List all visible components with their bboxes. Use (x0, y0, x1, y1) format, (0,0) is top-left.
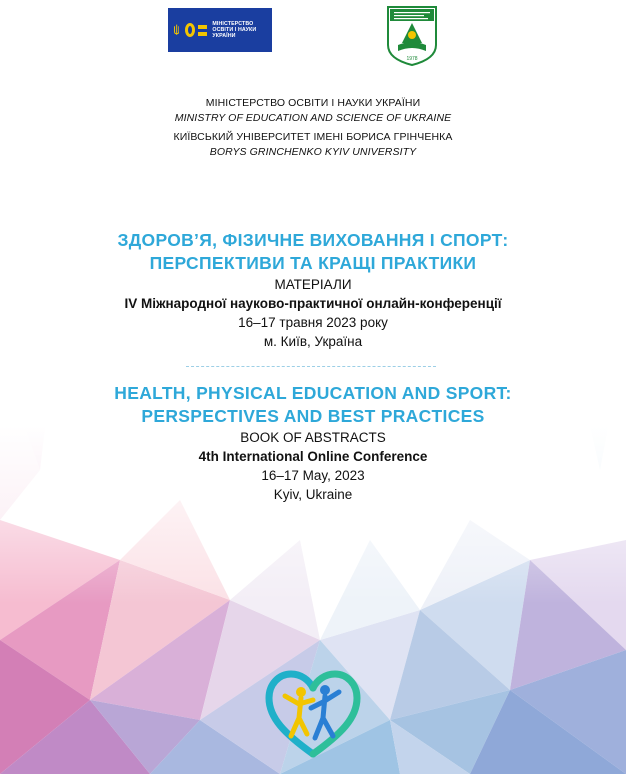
emblem-year: 1978 (406, 56, 418, 62)
ministry-name-en: MINISTRY OF EDUCATION AND SCIENCE OF UKRAINE (174, 112, 452, 124)
section-divider (186, 366, 436, 367)
university-name-ua: КИЇВСЬКИЙ УНІВЕРСИТЕТ ІМЕНІ БОРИСА ГРІНЧЕНКА (173, 131, 453, 143)
university-name-en: BORYS GRINCHENKO KYIV UNIVERSITY (209, 146, 417, 158)
ukrainian-title-block (0, 229, 626, 351)
heart-figures-logo-icon (263, 662, 363, 762)
title-en-line1: HEALTH, PHYSICAL EDUCATION AND SPORT: (114, 383, 512, 403)
conference-ua: IV Міжнародної науково-практичної онлайн-конференції (124, 296, 502, 311)
mon-glyph-icon (185, 23, 207, 37)
book-label: BOOK OF ABSTRACTS (240, 430, 386, 445)
materials-label: МАТЕРІАЛИ (274, 277, 352, 292)
ministry-logo-text: МІНІСТЕРСТВО ОСВІТИ І НАУКИ УКРАЇНИ (212, 20, 257, 40)
conference-en: 4th International Online Conference (198, 449, 428, 464)
title-en-line2: PERSPECTIVES AND BEST PRACTICES (141, 406, 485, 426)
place-ua: м. Київ, Україна (263, 334, 363, 349)
title-ua-line2: ПЕРСПЕКТИВИ ТА КРАЩІ ПРАКТИКИ (149, 253, 477, 273)
title-ua-line1: ЗДОРОВ’Я, ФІЗИЧНЕ ВИХОВАННЯ І СПОРТ: (117, 230, 509, 250)
institution-header (0, 96, 626, 160)
ministry-logo (168, 8, 272, 52)
trident-icon (174, 19, 179, 41)
english-title-block (0, 382, 626, 504)
university-emblem-icon (386, 5, 438, 67)
place-en: Kyiv, Ukraine (273, 487, 353, 502)
ministry-name-ua: МІНІСТЕРСТВО ОСВІТИ І НАУКИ УКРАЇНИ (205, 97, 421, 109)
dates-en: 16–17 May, 2023 (261, 468, 365, 483)
dates-ua: 16–17 травня 2023 року (238, 315, 388, 330)
